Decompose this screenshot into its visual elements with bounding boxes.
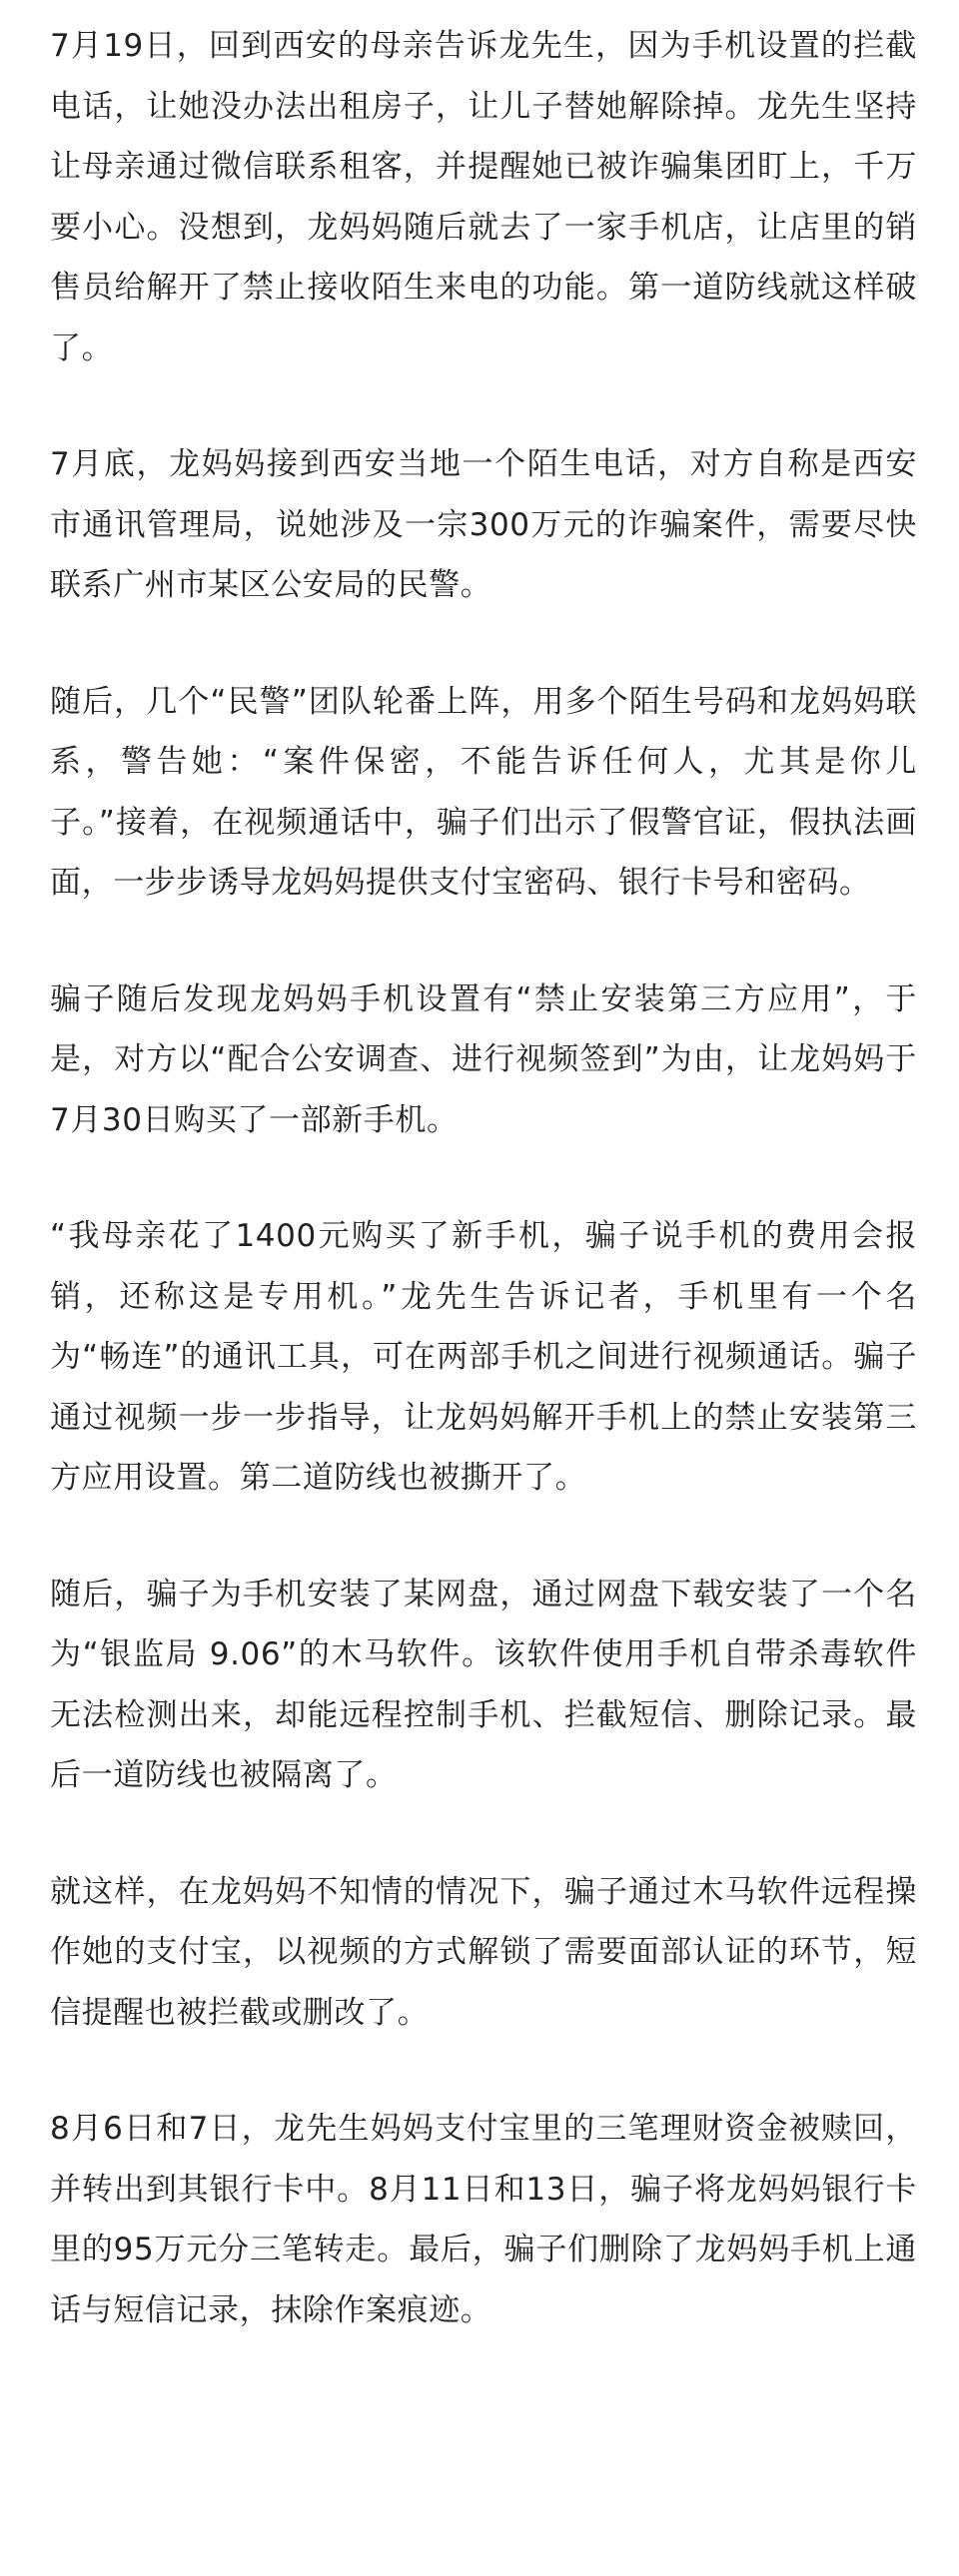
paragraph-6: 随后，骗子为手机安装了某网盘，通过网盘下载安装了一个名为“银监局 9.06”的木马软件。该软件使用手机自带杀毒软件无法检测出来，却能远程控制手机、拦截短信、删除记录。最后一道防线也被隔离了。 (50, 1576, 917, 1793)
paragraph-4: 骗子随后发现龙妈妈手机设置有“禁止安装第三方应用”，于是，对方以“配合公安调查、进行视频签到”为由，让龙妈妈于7月30日购买了一部新手机。 (50, 980, 917, 1138)
paragraph-7: 就这样，在龙妈妈不知情的情况下，骗子通过木马软件远程操作她的支付宝，以视频的方式解锁了需要面部认证的环节，短信提醒也被拦截或删改了。 (50, 1873, 917, 2031)
paragraph-1: 7月19日，回到西安的母亲告诉龙先生，因为手机设置的拦截电话，让她没办法出租房子，让儿子替她解除掉。龙先生坚持让母亲通过微信联系租客，并提醒她已被诈骗集团盯上，千万要小心。没想到，龙妈妈随后就去了一家手机店，让店里的销售员给解开了禁止接收陌生来电的功能。第一道防线就这样破了。 (50, 28, 917, 366)
paragraph-3: 随后，几个“民警”团队轮番上阵，用多个陌生号码和龙妈妈联系，警告她：“案件保密，不能告诉任何人，尤其是你儿子。”接着，在视频通话中，骗子们出示了假警官证，假执法画面，一步步诱导龙妈妈提供支付宝密码、银行卡号和密码。 (50, 683, 917, 901)
paragraph-5: “我母亲花了1400元购买了新手机，骗子说手机的费用会报销，还称这是专用机。”龙先生告诉记者，手机里有一个名为“畅连”的通讯工具，可在两部手机之间进行视频通话。骗子通过视频一步一步指导，让龙妈妈解开手机上的禁止安装第三方应用设置。第二道防线也被撕开了。 (50, 1218, 917, 1496)
paragraph-2: 7月底，龙妈妈接到西安当地一个陌生电话，对方自称是西安市通讯管理局，说她涉及一宗300万元的诈骗案件，需要尽快联系广州市某区公安局的民警。 (50, 446, 917, 603)
paragraph-8: 8月6日和7日，龙先生妈妈支付宝里的三笔理财资金被赎回，并转出到其银行卡中。8月11日和13日，骗子将龙妈妈银行卡里的95万元分三笔转走。最后，骗子们删除了龙妈妈手机上通话与短信记录，抹除作案痕迹。 (50, 2111, 917, 2328)
